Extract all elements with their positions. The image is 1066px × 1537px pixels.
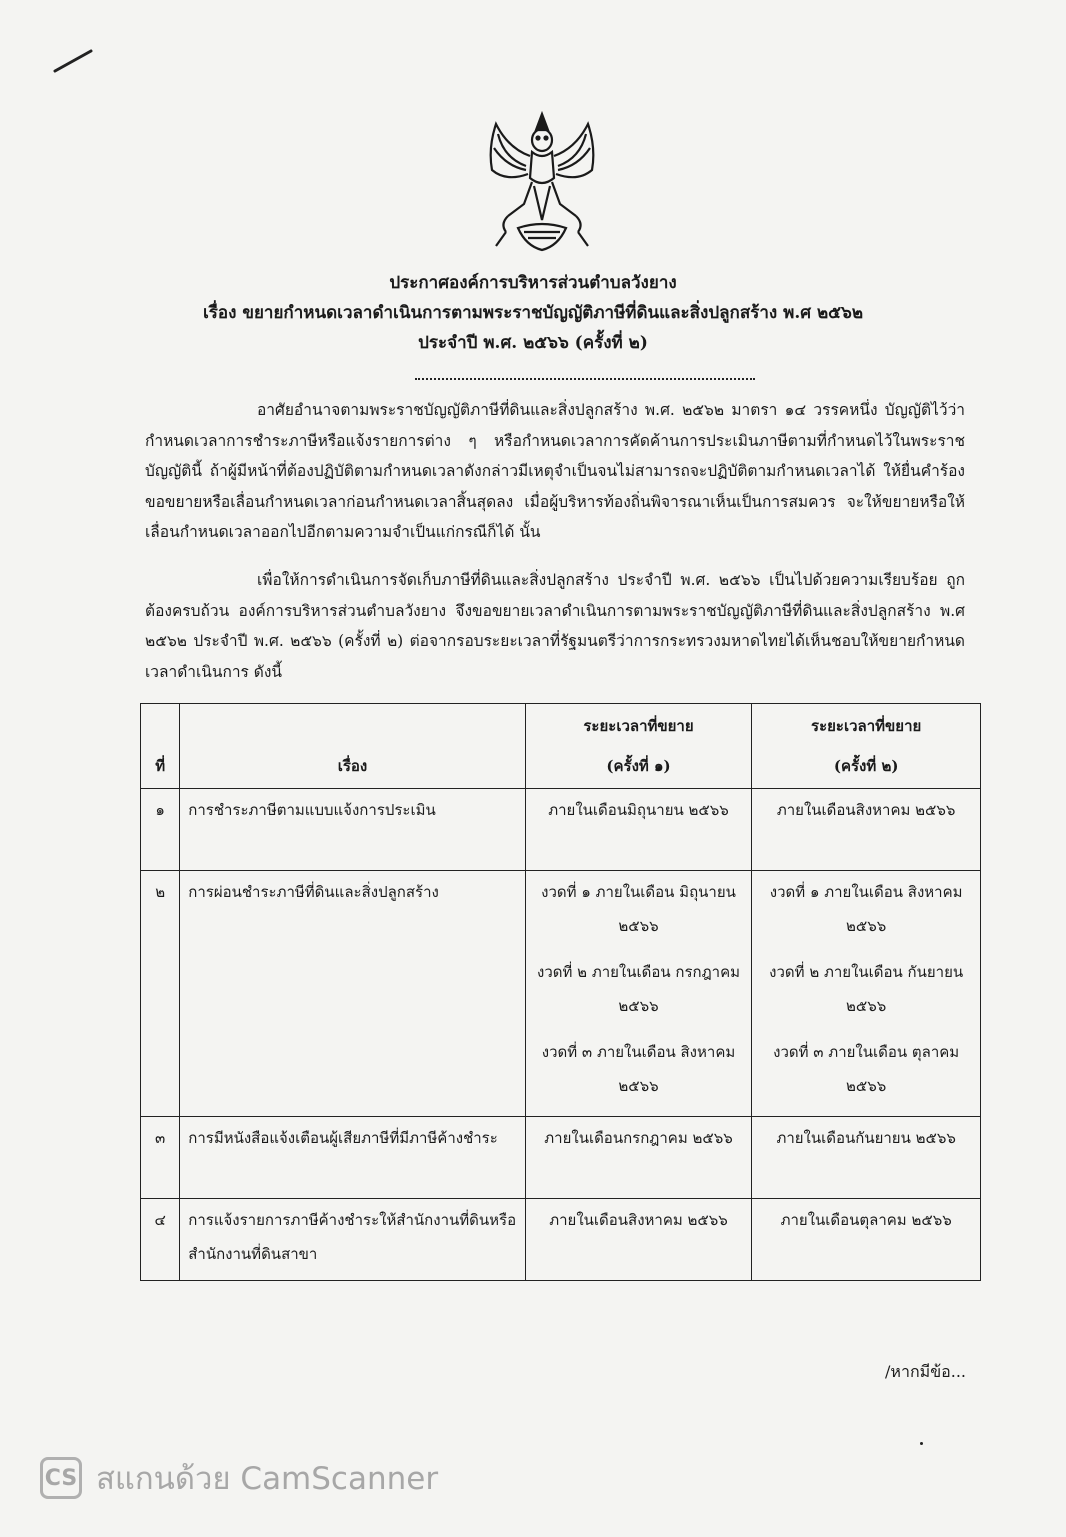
table-row xyxy=(141,871,981,1117)
row-subject: การผ่อนชำระภาษีที่ดินและสิ่งปลูกสร้าง xyxy=(180,871,525,1117)
extension-schedule-table xyxy=(140,703,981,1281)
installment-2: งวดที่ ๒ ภายในเดือน กรกฎาคม ๒๕๖๖ xyxy=(537,963,741,1015)
camscanner-text: สแกนด้วย CamScanner xyxy=(96,1461,439,1497)
header-subject: เรื่อง xyxy=(180,704,525,789)
paragraph-purpose-text: เพื่อให้การดำเนินการจัดเก็บภาษีที่ดินและสิ่งปลูกสร้าง ประจำปี พ.ศ. ๒๕๖๖ เป็นไปด้วยความเรียบร้อย ถูกต้องครบถ้วน องค์การบริหารส่วนตำบลวังยาง จึงขอขยายเวลาดำเนินการตามพระราชบัญญัติภาษีที่ดินและสิ่งปลูกสร้าง พ.ศ ๒๕๖๒ ประจำปี พ.ศ. ๒๕๖๖ (ครั้งที่ ๒) ต่อจากรอบระยะเวลาที่รัฐมนตรีว่าการกระทรวงมหาดไทยได้เห็นชอบให้ขยายกำหนดเวลาดำเนินการ ดังนี้ xyxy=(145,571,965,681)
installment-3: งวดที่ ๓ ภายในเดือน ตุลาคม ๒๕๖๖ xyxy=(773,1043,960,1095)
row-no: ๑ xyxy=(141,789,180,871)
row-subject: การแจ้งรายการภาษีค้างชำระให้สำนักงานที่ดินหรือสำนักงานที่ดินสาขา xyxy=(180,1199,525,1281)
installment-1: งวดที่ ๑ ภายในเดือน มิถุนายน ๒๕๖๖ xyxy=(541,883,736,935)
header-period-1 xyxy=(525,704,752,789)
paragraph-purpose xyxy=(145,565,965,687)
row-period-2 xyxy=(752,871,981,1117)
row-period-2: ภายในเดือนกันยายน ๒๕๖๖ xyxy=(752,1117,981,1199)
table-row xyxy=(141,789,981,871)
continuation-note: /หากมีข้อ... xyxy=(885,1362,966,1381)
row-period-1: ภายในเดือนมิถุนายน ๒๕๖๖ xyxy=(525,789,752,871)
announcement-year: ประจำปี พ.ศ. ๒๕๖๖ (ครั้งที่ ๒) xyxy=(418,333,648,353)
installment-2: งวดที่ ๒ ภายในเดือน กันยายน ๒๕๖๖ xyxy=(769,963,964,1015)
row-period-1 xyxy=(525,871,752,1117)
paragraph-authority xyxy=(145,395,965,548)
table-row xyxy=(141,1199,981,1281)
row-period-2: ภายในเดือนสิงหาคม ๒๕๖๖ xyxy=(752,789,981,871)
row-no: ๓ xyxy=(141,1117,180,1199)
row-no: ๔ xyxy=(141,1199,180,1281)
row-subject: การชำระภาษีตามแบบแจ้งการประเมิน xyxy=(180,789,525,871)
header-period-2 xyxy=(752,704,981,789)
camscanner-watermark xyxy=(40,1450,438,1506)
table-header-row xyxy=(141,704,981,789)
header-period-1-line1: ระยะเวลาที่ขยาย xyxy=(583,717,694,735)
installment-1: งวดที่ ๑ ภายในเดือน สิงหาคม ๒๕๖๖ xyxy=(769,883,963,935)
camscanner-logo-icon: CS xyxy=(40,1457,82,1499)
announcement-title: ประกาศองค์การบริหารส่วนตำบลวังยาง xyxy=(389,273,677,293)
pen-stroke-mark xyxy=(52,48,94,74)
table-row xyxy=(141,1117,981,1199)
row-period-2: ภายในเดือนตุลาคม ๒๕๖๖ xyxy=(752,1199,981,1281)
announcement-subject: เรื่อง ขยายกำหนดเวลาดำเนินการตามพระราชบัญญัติภาษีที่ดินและสิ่งปลูกสร้าง พ.ศ ๒๕๖๒ xyxy=(202,303,864,323)
announcement-header xyxy=(0,268,1066,358)
header-period-2-line2: (ครั้งที่ ๒) xyxy=(833,757,899,775)
header-period-2-line1: ระยะเวลาที่ขยาย xyxy=(811,717,922,735)
installment-3: งวดที่ ๓ ภายในเดือน สิงหาคม ๒๕๖๖ xyxy=(541,1043,736,1095)
dotted-divider xyxy=(415,370,755,380)
row-no: ๒ xyxy=(141,871,180,1117)
scan-speck xyxy=(920,1442,923,1445)
garuda-emblem-icon xyxy=(478,108,606,258)
row-subject: การมีหนังสือแจ้งเตือนผู้เสียภาษีที่มีภาษีค้างชำระ xyxy=(180,1117,525,1199)
row-period-1: ภายในเดือนสิงหาคม ๒๕๖๖ xyxy=(525,1199,752,1281)
header-period-1-line2: (ครั้งที่ ๑) xyxy=(606,757,671,775)
row-period-1: ภายในเดือนกรกฎาคม ๒๕๖๖ xyxy=(525,1117,752,1199)
header-no: ที่ xyxy=(141,704,180,789)
paragraph-authority-text: อาศัยอำนาจตามพระราชบัญญัติภาษีที่ดินและสิ่งปลูกสร้าง พ.ศ. ๒๕๖๒ มาตรา ๑๔ วรรคหนึ่ง บัญญัติไว้ว่ากำหนดเวลาการชำระภาษีหรือแจ้งรายการต่าง ๆ หรือกำหนดเวลาการคัดค้านการประเมินภาษีตามที่กำหนดไว้ในพระราชบัญญัตินี้ ถ้าผู้มีหน้าที่ต้องปฏิบัติตามกำหนดเวลาดังกล่าวมีเหตุจำเป็นจนไม่สามารถจะปฏิบัติตามกำหนดเวลาได้ ให้ยื่นคำร้องขอขยายหรือเลื่อนกำหนดเวลาก่อนกำหนดเวลาสิ้นสุดลง เมื่อผู้บริหารท้องถิ่นพิจารณาเห็นเป็นการสมควร จะให้ขยายหรือให้เลื่อนกำหนดเวลาออกไปอีกตามความจำเป็นแก่กรณีก็ได้ นั้น xyxy=(145,401,965,541)
